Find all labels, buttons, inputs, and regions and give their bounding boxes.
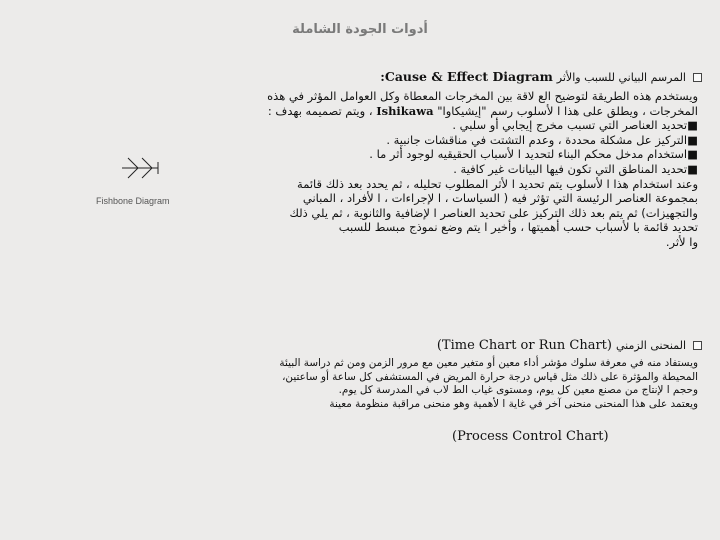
- list-item: ■استخدام مدخل محكم البناء لتحديد ا لأسباب الحقيقيه لوجود أثر ما .: [369, 147, 698, 162]
- process-control-chart-label: (Process Control Chart): [452, 429, 609, 444]
- ishikawa-term: Ishikawa: [376, 103, 434, 118]
- bullet-box-icon: [693, 73, 702, 82]
- text-line: المحيطة والمؤثرة على ذلك مثل قياس درجة حرارة المريض في المستشفى كل ساعة أو ساعتين،: [282, 370, 698, 383]
- text-line: تحديد قائمة با لأسباب حسب أهميتها ، وأخير ا يتم وضع نموذج مبسط للسبب: [338, 220, 698, 235]
- heading-arabic: المنحنى الزمني: [615, 339, 686, 352]
- list-item: ■التركيز عل مشكلة محددة ، وعدم التشتت في مناقشات جانبية .: [386, 132, 698, 147]
- heading-english: Cause & Effect Diagram: [384, 69, 553, 84]
- list-item: ■تحديد العناصر التي تسبب مخرج إيجابي أو سلبي .: [452, 118, 698, 133]
- heading-english: (Time Chart or Run Chart): [436, 338, 612, 353]
- text-line: ويستفاد منه في معرفة سلوك مؤشر أداء معين أو متغير معين مع مرور الزمن ومن ثم دراسة البيئة: [279, 357, 698, 369]
- bullet-box-icon: [693, 341, 702, 350]
- fishbone-caption: Fishbone Diagram: [96, 196, 170, 206]
- text-line: وعند استخدام هذا ا لأسلوب يتم تحديد ا لأثر المطلوب تحليله ، ثم يحدد بعد ذلك قائمة: [297, 176, 698, 191]
- text-line: والتجهيزات) ثم يتم بعد ذلك التركيز على تحديد العناصر ا لإضافية والثانوية ، ثم يلي ذلك: [289, 205, 698, 220]
- text-line: ويستخدم هذه الطريقة لتوضيح الع لاقة بين المخرجات المعطاة وكل العوامل المؤثر في هذه: [267, 89, 698, 103]
- text-line: وا لأثر.: [665, 234, 698, 249]
- heading-arabic: المرسم البياني للسبب والأثر: [556, 71, 686, 84]
- text-line: ويعتمد على هذا المنحنى منحنى آخر في غاية ا لأهمية وهو منحنى مراقبة منظومة معينة: [329, 397, 698, 410]
- text-line: بمجموعة العناصر الرئيسة التي تؤثر فيه ( السياسات ، ا لإجراءات ، ا لأفراد ، المباني: [302, 191, 698, 206]
- heading-colon: :: [380, 69, 385, 84]
- list-item: ■تحديد المناطق التي تكون فيها البيانات غير كافية .: [453, 161, 698, 176]
- run-chart-body: [18, 357, 698, 411]
- slide-title: أدوات الجودة الشاملة: [292, 22, 428, 37]
- text-line: وحجم ا لإنتاج من مصنع معين كل يوم، ومستوى غياب الط لاب في المدرسة كل يوم.: [338, 384, 698, 397]
- run-chart-section: [18, 336, 698, 411]
- cause-effect-heading: [18, 68, 698, 87]
- run-chart-heading: [18, 336, 698, 355]
- text-line: المخرجات ، ويطلق على هذا ا لأسلوب رسم "إيشيكاوا" Ishikawa ، ويتم تصميمه بهدف :: [267, 103, 698, 118]
